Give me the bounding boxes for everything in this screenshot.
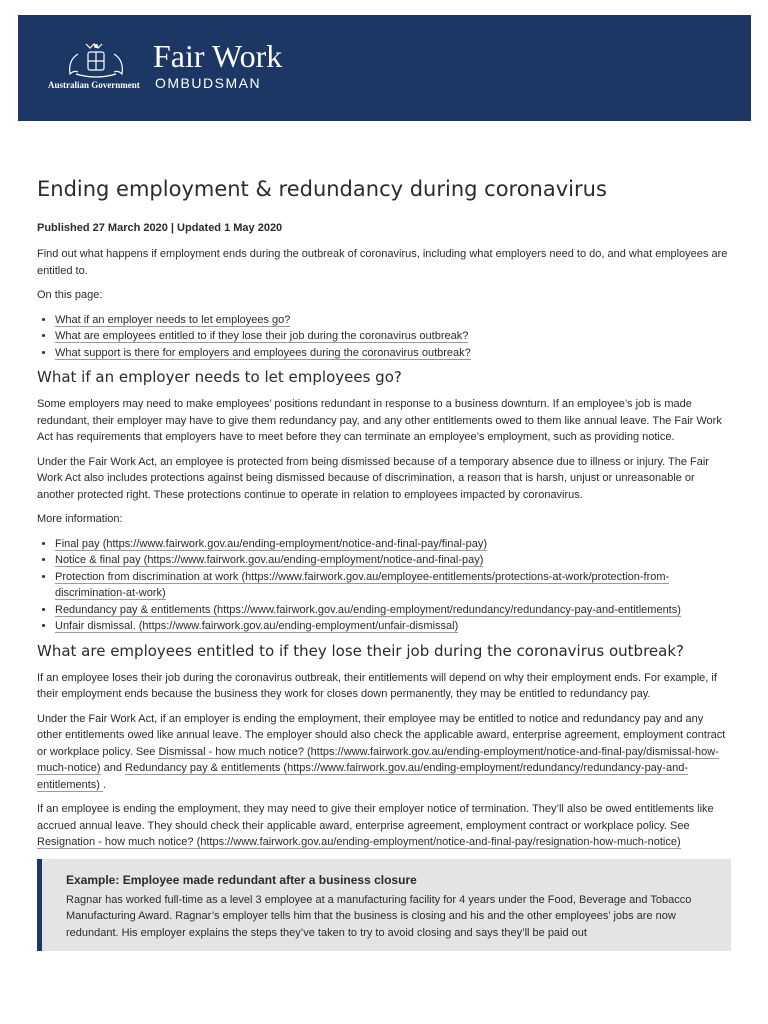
toc-link[interactable]: What support is there for employers and employees during the coronavirus outbreak?: [55, 346, 471, 359]
list-item: [55, 602, 731, 619]
section2-paragraph: If an employee loses their job during the coronavirus outbreak, their entitlements will depend on why their employment ends. For example, if their employment ends because the business they work for closes down permanently, they may be entitled to redundancy pay.: [37, 671, 717, 700]
redundancy-pay-link[interactable]: Redundancy pay & entitlements (https://www.fairwork.gov.au/ending-employment/redundancy/redundancy-pay-and-entitlements): [37, 762, 688, 791]
australian-government-label: Australian Government: [48, 80, 140, 90]
on-this-page-label: On this page:: [37, 289, 103, 301]
unfair-dismissal-link[interactable]: Unfair dismissal. (https://www.fairwork.gov.au/ending-employment/unfair-dismissal): [55, 620, 459, 632]
example-body: Ragnar has worked full-time as a level 3 employee at a manufacturing facility for 4 years under the Food, Beverage and Tobacco Manufacturing Award. Ragnar’s employer tells him that the business is closing and his and the other employees’ jobs are now redundant. His employer explains the steps they’ve taken to try to avoid closing and says they’ll be paid out: [66, 893, 692, 939]
example-title: Example: Employee made redundant after a business closure: [66, 872, 417, 887]
redundancy-pay-link[interactable]: Redundancy pay & entitlements (https://www.fairwork.gov.au/ending-employment/redundancy/redundancy-pay-and-entitlements): [55, 603, 681, 616]
section1-paragraph: Under the Fair Work Act, an employee is protected from being dismissed because of a temporary absence due to illness or injury. The Fair Work Act also includes protections against being dismissed because of discrimination, a reason that is harsh, unjust or unreasonable or another protected right. These protections continue to operate in relation to employees impacted by coronavirus.: [37, 455, 709, 501]
text-run: If an employee is ending the employment, they may need to give their employer notice of termination. They’ll also be owed entitlements like accrued annual leave. They should check their applicable award, enterprise agreement, employment contract or workplace policy. See: [37, 803, 714, 832]
more-information-label: More information:: [37, 513, 123, 525]
brand-title[interactable]: Fair Work: [153, 38, 283, 74]
discrimination-protection-link[interactable]: Protection from discrimination at work (https://www.fairwork.gov.au/employee-entitlements/protections-at-work/protection-from-discrimination-at-work): [55, 570, 670, 599]
list-item: [55, 618, 731, 635]
toc-item: [55, 345, 731, 362]
brand-subtitle: OMBUDSMAN: [155, 75, 262, 91]
published-date: Published 27 March 2020 | Updated 1 May 2020: [37, 222, 283, 234]
text-run: Under the Fair Work Act, if an employer is ending the employment, their employee may be entitled to notice and redundancy pay and any other entitlements owed like annual leave. The employer should also check the applicable award, enterprise agreement, employment contract or workplace policy. See: [37, 712, 726, 758]
notice-final-pay-link[interactable]: Notice & final pay (https://www.fairwork.gov.au/ending-employment/notice-and-final-pay): [55, 554, 484, 566]
list-item: [55, 552, 731, 569]
section-heading-let-go: What if an employer needs to let employees go?: [37, 368, 402, 386]
section2-paragraph: [37, 711, 731, 794]
section1-paragraph: Some employers may need to make employees’ positions redundant in response to a business downturn. If an employee’s job is made redundant, their employer may have to give them redundancy pay, and any other entitlements owed to them like annual leave. The Fair Work Act has requirements that employers have to meet before they can terminate an employee’s employment, such as providing notice.: [37, 398, 722, 443]
page-title: Ending employment & redundancy during coronavirus: [37, 177, 607, 201]
toc-link[interactable]: What if an employer needs to let employees go?: [55, 313, 291, 326]
section-heading-entitlements: What are employees entitled to if they lose their job during the coronavirus outbreak?: [37, 641, 684, 660]
toc-item: [55, 312, 731, 329]
article: [37, 174, 731, 951]
list-item: [55, 569, 731, 602]
resignation-notice-link[interactable]: Resignation - how much notice? (https://www.fairwork.gov.au/ending-employment/notice-and-final-pay/resignation-how-much-notice): [37, 836, 681, 848]
list-item: [55, 536, 731, 553]
final-pay-link[interactable]: Final pay (https://www.fairwork.gov.au/ending-employment/notice-and-final-pay/final-pay): [55, 537, 488, 550]
intro-paragraph: Find out what happens if employment ends during the outbreak of coronavirus, including what employers need to do, and what employees are entitled to.: [37, 248, 728, 277]
dismissal-notice-link[interactable]: Dismissal - how much notice? (https://www.fairwork.gov.au/ending-employment/notice-and-final-pay/dismissal-how-much-notice): [37, 745, 719, 774]
table-of-contents: [37, 312, 731, 362]
toc-link[interactable]: What are employees entitled to if they lose their job during the coronavirus outbreak?: [55, 330, 469, 342]
more-information-list: [37, 536, 731, 635]
section2-paragraph: [37, 801, 731, 851]
text-run: .: [103, 778, 107, 791]
example-callout: [37, 859, 731, 951]
text-run: and: [100, 762, 126, 774]
toc-item: [55, 328, 731, 345]
